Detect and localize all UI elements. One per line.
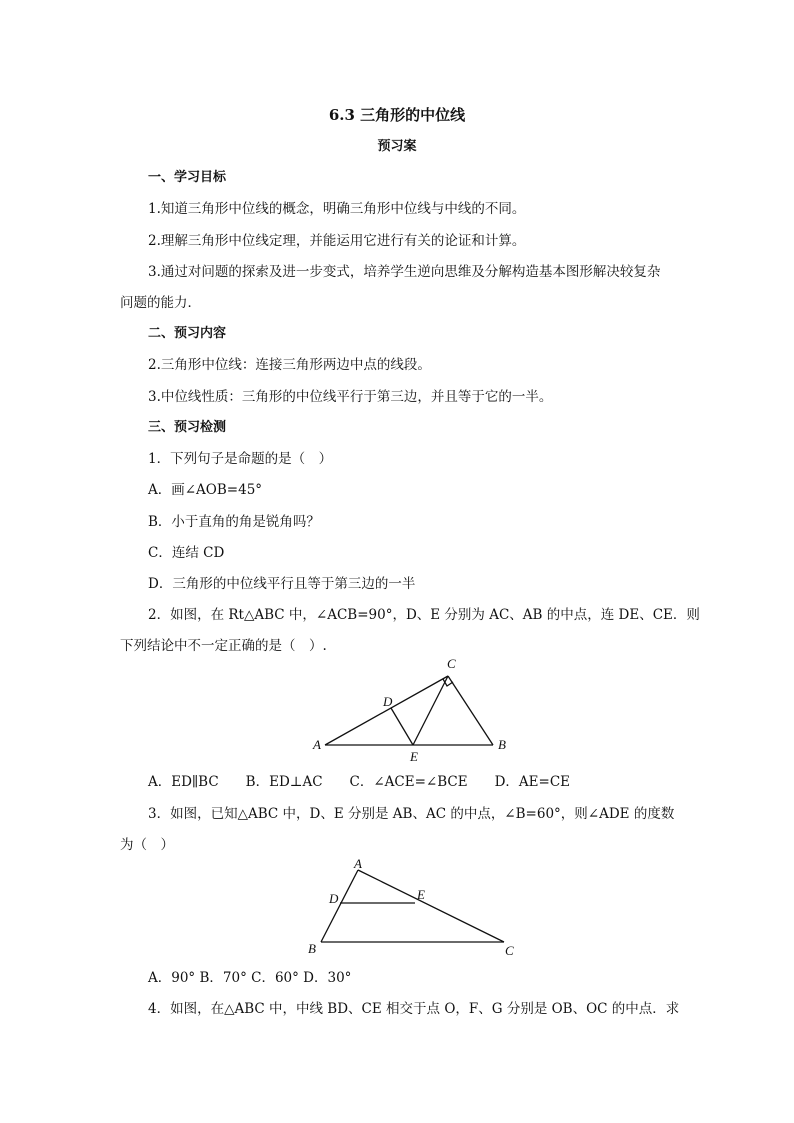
q2-right-angle-mark: [443, 679, 453, 686]
q3-stem-line1: 3．如图，已知△ABC 中，D、E 分别是 AB、AC 的中点，∠B=60°，则∠ADE 的度数: [148, 806, 675, 822]
q3-side-ab: [321, 870, 358, 942]
q3-label-b: B: [308, 941, 316, 956]
q2-label-e: E: [410, 749, 418, 764]
q1-option-c: C．连结 CD: [148, 545, 225, 561]
q2-label-c: C: [447, 656, 456, 671]
goal-3: 3.通过对问题的探索及进一步变式，培养学生逆向思维及分解构造基本图形解决较复杂: [148, 264, 661, 280]
q3-label-a: A: [354, 856, 362, 871]
q2-side-cb: [448, 676, 493, 745]
q3-side-ac: [358, 870, 504, 942]
q3-label-e: E: [417, 887, 425, 902]
document-subtitle: 预习案: [377, 139, 417, 154]
q2-stem-line1: 2．如图，在 Rt△ABC 中，∠ACB=90°，D、E 分别为 AC、AB 的中点，连 DE、CE．则: [148, 607, 700, 623]
goal-1: 1.知道三角形中位线的概念，明确三角形中位线与中线的不同。: [148, 201, 526, 217]
q2-segment-de: [391, 708, 413, 745]
content-item-1: 2.三角形中位线：连接三角形两边中点的线段。: [148, 357, 431, 373]
section-heading-content: 二、预习内容: [148, 326, 227, 341]
section-heading-goals: 一、学习目标: [148, 170, 227, 185]
q2-side-ac: [325, 676, 448, 745]
document-title: 6.3 三角形的中位线: [328, 106, 466, 124]
goal-2: 2.理解三角形中位线定理，并能运用它进行有关的论证和计算。: [148, 233, 526, 249]
q2-stem-line2: 下列结论中不一定正确的是（ ）.: [120, 638, 327, 654]
section-heading-check: 三、预习检测: [148, 420, 227, 435]
q3-stem-line2: 为（ ）: [120, 837, 174, 853]
q2-options: A．ED∥BC B．ED⊥AC C．∠ACE=∠BCE D．AE=CE: [148, 774, 571, 790]
q3-label-c: C: [505, 943, 514, 958]
q3-label-d: D: [329, 891, 339, 906]
q2-label-b: B: [498, 737, 506, 752]
q1-option-d: D．三角形的中位线平行且等于第三边的一半: [148, 576, 416, 592]
goal-3-continued: 问题的能力．: [120, 295, 201, 311]
q4-stem-line1: 4．如图，在△ABC 中，中线 BD、CE 相交于点 O，F、G 分别是 OB、OC 的中点．求: [148, 1001, 680, 1017]
q2-label-a: A: [313, 737, 321, 752]
q3-options: A．90° B．70° C．60° D．30°: [148, 970, 352, 986]
q1-option-a: A．画∠AOB=45°: [148, 482, 263, 498]
q3-figure: [300, 852, 530, 964]
q1-stem: 1．下列句子是命题的是（ ）: [148, 451, 333, 467]
q1-option-b: B．小于直角的角是锐角吗？: [148, 514, 320, 530]
q2-figure: [305, 652, 525, 764]
q2-label-d: D: [383, 694, 393, 709]
content-item-2: 3.中位线性质：三角形的中位线平行于第三边，并且等于它的一半。: [148, 389, 553, 405]
